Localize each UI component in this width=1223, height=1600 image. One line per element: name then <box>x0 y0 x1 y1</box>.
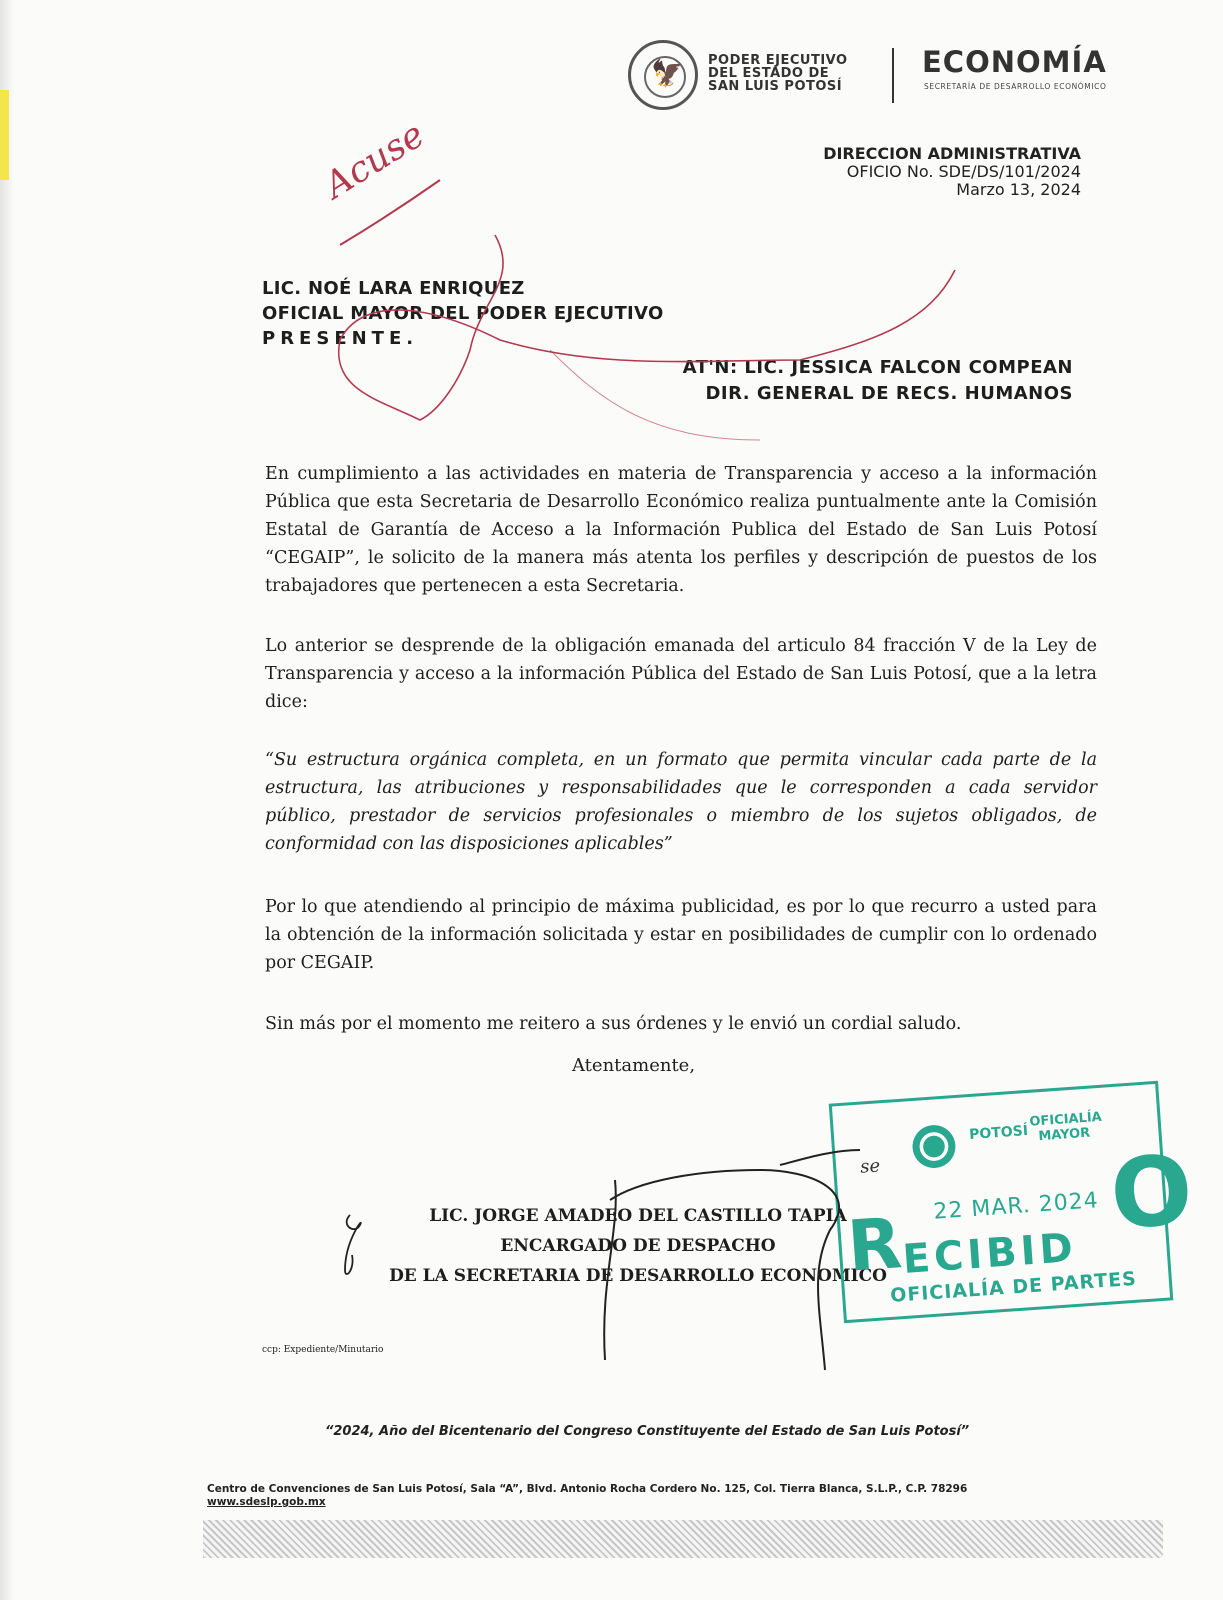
department: DIRECCION ADMINISTRATIVA <box>823 144 1081 163</box>
presente: PRESENTE. <box>262 328 419 349</box>
potosi-logo-icon <box>907 1120 960 1173</box>
footer-pattern <box>203 1520 1163 1558</box>
ministry-name: ECONOMÍA <box>922 45 1107 79</box>
stamp-oficialia-partes: OFICIALÍA DE PARTES <box>889 1267 1138 1307</box>
footer-website: www.sdeslp.gob.mx <box>207 1496 326 1508</box>
signer-name: LIC. JORGE AMADEO DEL CASTILLO TAPIA <box>429 1206 847 1226</box>
reference-block <box>823 145 1081 199</box>
ministry-subtitle: SECRETARÍA DE DESARROLLO ECONÓMICO <box>924 82 1107 91</box>
ccp-line: ccp: Expediente/Minutario <box>262 1345 384 1355</box>
initial-mark <box>345 1215 361 1274</box>
handwritten-acuse: Acuse <box>317 114 432 207</box>
eagle-icon: 🦅 <box>651 59 684 89</box>
state-government-label: PODER EJECUTIVO DEL ESTADO DE SAN LUIS POTOSÍ <box>708 53 848 94</box>
scan-edge-shadow <box>0 0 14 1600</box>
signer-title-1: ENCARGADO DE DESPACHO <box>500 1236 776 1256</box>
footer <box>207 1483 967 1509</box>
paragraph-1: En cumplimiento a las actividades en materia de Transparencia y acceso a la información Pública que esta Secretaria de Desarrollo Económico realiza puntualmente ante la Comisión Estatal de Garantía de Acceso a la Información Publica del Estado de San Luis Potosí “CEGAIP”, le solicito de la manera más atenta los perfiles y descripción de puestos de los trabajadores que pertenecen a esta Secretaria. <box>265 464 1097 596</box>
received-stamp <box>829 1081 1197 1323</box>
signer-title-2: DE LA SECRETARIA DE DESARROLLO ECONOMICO <box>389 1266 887 1286</box>
attention-block <box>683 355 1073 407</box>
paragraph-2: Lo anterior se desprende de la obligación emanada del articulo 84 fracción V de la Ley de Transparencia y acceso a la información Pública del Estado de San Luis Potosí, que a la letra dice: <box>265 636 1097 712</box>
stamp-potosi: POTOSÍ <box>968 1122 1029 1144</box>
closing: Atentamente, <box>572 1055 696 1076</box>
stamp-initials: se <box>859 1155 881 1178</box>
yellow-tab <box>0 90 9 180</box>
paragraph-4: Por lo que atendiendo al principio de máxima publicidad, es por lo que recurro a usted para la obtención de la información solicitada y estar en posibilidades de cumplir con lo ordenado por CEGAIP. <box>265 897 1097 973</box>
header-divider <box>892 48 894 103</box>
letter-date: Marzo 13, 2024 <box>956 180 1081 199</box>
addressee-name: LIC. NOÉ LARA ENRIQUEZ <box>262 278 525 299</box>
attention-line-1: AT'N: LIC. JESSICA FALCON COMPEAN <box>682 357 1073 378</box>
signature-block <box>378 1201 898 1291</box>
paragraph-5: Sin más por el momento me reitero a sus órdenes y le envió un cordial saludo. <box>265 1014 962 1034</box>
addressee-position: OFICIAL MAYOR DEL PODER EJECUTIVO <box>262 303 664 324</box>
stamp-date: 22 MAR. 2024 <box>932 1188 1100 1225</box>
footer-address: Centro de Convenciones de San Luis Potosí, Sala “A”, Blvd. Antonio Rocha Cordero No. 125, Col. Tierra Blanca, S.L.P., C.P. 78296 <box>207 1483 968 1495</box>
stamp-recibido: ECIBID <box>901 1224 1079 1283</box>
stamp-letter-o: O <box>1106 1133 1197 1252</box>
oficio-number: OFICIO No. SDE/DS/101/2024 <box>846 162 1081 181</box>
quoted-paragraph: “Su estructura orgánica completa, en un formato que permita vincular cada parte de la estructura, las atribuciones y responsabilidades que le corresponden a cada servidor público, prestador de servicios profesionales o miembro de los sujetos obligados, de conformidad con las disposiciones aplicables” <box>265 750 1097 854</box>
attention-line-2: DIR. GENERAL DE RECS. HUMANOS <box>705 383 1073 404</box>
stamp-letter-r: R <box>844 1202 905 1288</box>
year-motto: “2024, Año del Bicentenario del Congreso Constituyente del Estado de San Luis Potosí” <box>325 1424 970 1439</box>
stamp-oficialia-mayor: OFICIALÍA MAYOR <box>1028 1109 1103 1145</box>
addressee-block <box>262 276 664 351</box>
coat-of-arms-seal <box>628 40 698 110</box>
